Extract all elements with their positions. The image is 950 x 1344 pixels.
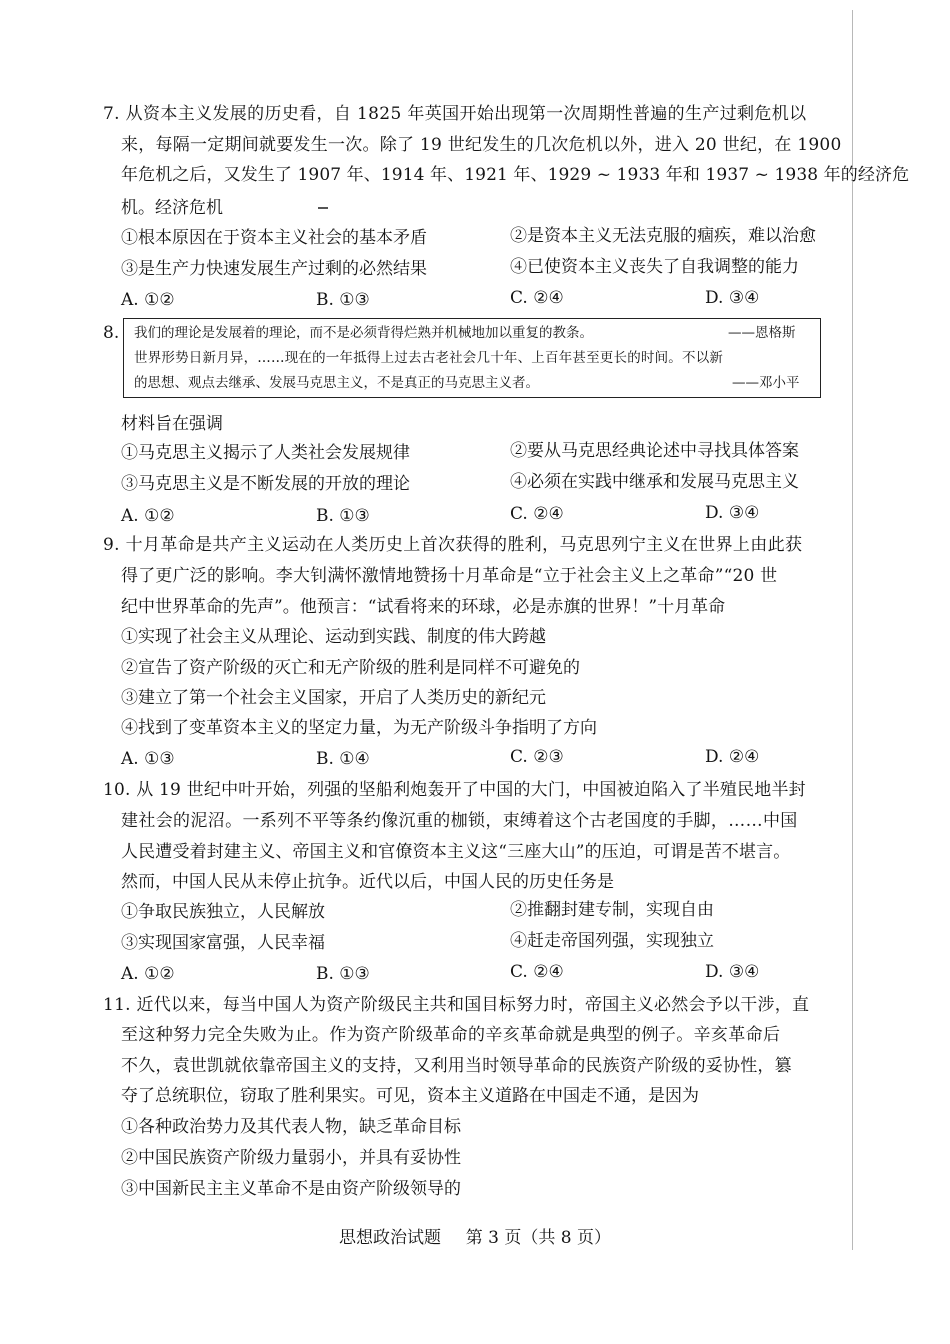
page-edge-line — [852, 10, 853, 1250]
q9-choice-b[interactable]: B. ①④ — [316, 749, 370, 769]
q9-line-2: 得了更广泛的影响。李大钊满怀激情地赞扬十月革命是“立于社会主义上之革命”“20 世 — [121, 566, 778, 586]
q7-item-3: ③是生产力快速发展生产过剩的必然结果 — [121, 259, 427, 279]
q8-choice-a[interactable]: A. ①② — [121, 506, 175, 526]
q7-choice-c[interactable]: C. ②④ — [510, 288, 564, 308]
quote-engels-author: ——恩格斯 — [728, 325, 796, 341]
q8-number: 8. — [103, 323, 120, 343]
q11-line-1: 11. 近代以来，每当中国人为资产阶级民主共和国目标努力时，帝国主义必然会予以干涉，直 — [103, 995, 810, 1015]
q11-item-2: ②中国民族资产阶级力量弱小，并具有妥协性 — [121, 1148, 461, 1168]
quote-deng-2: 的思想、观点去继承、发展马克思主义，不是真正的马克思主义者。 — [134, 375, 539, 391]
q10-item-2: ②推翻封建专制，实现自由 — [510, 900, 714, 920]
q7-line-2: 来，每隔一定期间就要发生一次。除了 19 世纪发生的几次危机以外，进入 20 世纪，在 1900 — [121, 135, 842, 155]
q9-item-1: ①实现了社会主义从理论、运动到实践、制度的伟大跨越 — [121, 627, 546, 647]
q11-line-3: 不久，袁世凯就依靠帝国主义的支持，又利用当时领导革命的民族资产阶级的妥协性，篡 — [121, 1056, 792, 1076]
q10-line-4: 然而，中国人民从未停止抗争。近代以后，中国人民的历史任务是 — [121, 872, 614, 892]
q7-choice-d[interactable]: D. ③④ — [705, 288, 760, 308]
q10-choice-a[interactable]: A. ①② — [121, 964, 175, 984]
page-footer — [0, 1223, 950, 1248]
q7-line-4: 机。经济危机 — [121, 198, 223, 218]
q9-choice-c[interactable]: C. ②③ — [510, 747, 564, 767]
q7-choice-b[interactable]: B. ①③ — [316, 290, 370, 310]
q9-item-3: ③建立了第一个社会主义国家，开启了人类历史的新纪元 — [121, 688, 546, 708]
q10-line-1: 10. 从 19 世纪中叶开始，列强的坚船利炮轰开了中国的大门，中国被迫陷入了半殖民地半封 — [103, 780, 806, 800]
footer-subject: 思想政治试题 — [338, 1228, 441, 1248]
q11-line-2: 至这种努力完全失败为止。作为资产阶级革命的辛亥革命就是典型的例子。辛亥革命后 — [121, 1025, 781, 1045]
q7-item-1: ①根本原因在于资本主义社会的基本矛盾 — [121, 228, 427, 248]
quote-box — [123, 318, 821, 398]
quote-engels: 我们的理论是发展着的理论，而不是必须背得烂熟并机械地加以重复的教条。 — [134, 325, 593, 341]
q11-item-1: ①各种政治势力及其代表人物，缺乏革命目标 — [121, 1117, 461, 1137]
q9-item-4: ④找到了变革资本主义的坚定力量，为无产阶级斗争指明了方向 — [121, 718, 597, 738]
q8-item-4: ④必须在实践中继承和发展马克思主义 — [510, 472, 799, 492]
q8-item-2: ②要从马克思经典论述中寻找具体答案 — [510, 441, 799, 461]
q7-choice-a[interactable]: A. ①② — [121, 290, 175, 310]
q7-item-2: ②是资本主义无法克服的痼疾，难以治愈 — [510, 226, 816, 246]
q10-line-2: 建社会的泥沼。一系列不平等条约像沉重的枷锁，束缚着这个古老国度的手脚，……中国 — [121, 811, 798, 831]
q9-choice-a[interactable]: A. ①③ — [121, 749, 175, 769]
q8-choice-b[interactable]: B. ①③ — [316, 506, 370, 526]
q11-line-4: 夺了总统职位，窃取了胜利果实。可见，资本主义道路在中国走不通，是因为 — [121, 1086, 699, 1106]
q8-stem: 材料旨在强调 — [121, 414, 223, 434]
q8-item-1: ①马克思主义揭示了人类社会发展规律 — [121, 443, 410, 463]
q8-choice-c[interactable]: C. ②④ — [510, 504, 564, 524]
q10-choice-d[interactable]: D. ③④ — [705, 962, 760, 982]
q10-item-1: ①争取民族独立，人民解放 — [121, 902, 325, 922]
q9-line-1: 9. 十月革命是共产主义运动在人类历史上首次获得的胜利，马克思列宁主义在世界上由此获 — [103, 535, 803, 555]
q9-choice-d[interactable]: D. ②④ — [705, 747, 760, 767]
q10-item-4: ④赶走帝国列强，实现独立 — [510, 931, 714, 951]
q8-choice-d[interactable]: D. ③④ — [705, 503, 760, 523]
quote-deng-1: 世界形势日新月异，……现在的一年抵得上过去古老社会几十年、上百年甚至更长的时间。不以新 — [134, 350, 724, 366]
q7-line-3: 年危机之后，又发生了 1907 年、1914 年、1921 年、1929 ~ 1933 年和 1937 ~ 1938 年的经济危 — [121, 165, 910, 185]
q7-line-1: 7. 从资本主义发展的历史看，自 1825 年英国开始出现第一次周期性普遍的生产过剩危机以 — [103, 104, 807, 124]
quote-deng-author: ——邓小平 — [732, 375, 800, 391]
q11-item-3: ③中国新民主主义革命不是由资产阶级领导的 — [121, 1179, 461, 1199]
q8-item-3: ③马克思主义是不断发展的开放的理论 — [121, 474, 410, 494]
q10-item-3: ③实现国家富强，人民幸福 — [121, 933, 325, 953]
q10-choice-c[interactable]: C. ②④ — [510, 962, 564, 982]
q9-line-3: 纪中世界革命的先声”。他预言：“试看将来的环球，必是赤旗的世界！”十月革命 — [121, 597, 726, 617]
footer-page-number: 第 3 页（共 8 页） — [465, 1228, 612, 1248]
q10-choice-b[interactable]: B. ①③ — [316, 964, 370, 984]
q7-item-4: ④已使资本主义丧失了自我调整的能力 — [510, 257, 799, 277]
q10-line-3: 人民遭受着封建主义、帝国主义和官僚资本主义这“三座大山”的压迫，可谓是苦不堪言。 — [121, 842, 791, 862]
q9-item-2: ②宣告了资产阶级的灭亡和无产阶级的胜利是同样不可避免的 — [121, 658, 580, 678]
scan-mark — [318, 207, 328, 209]
